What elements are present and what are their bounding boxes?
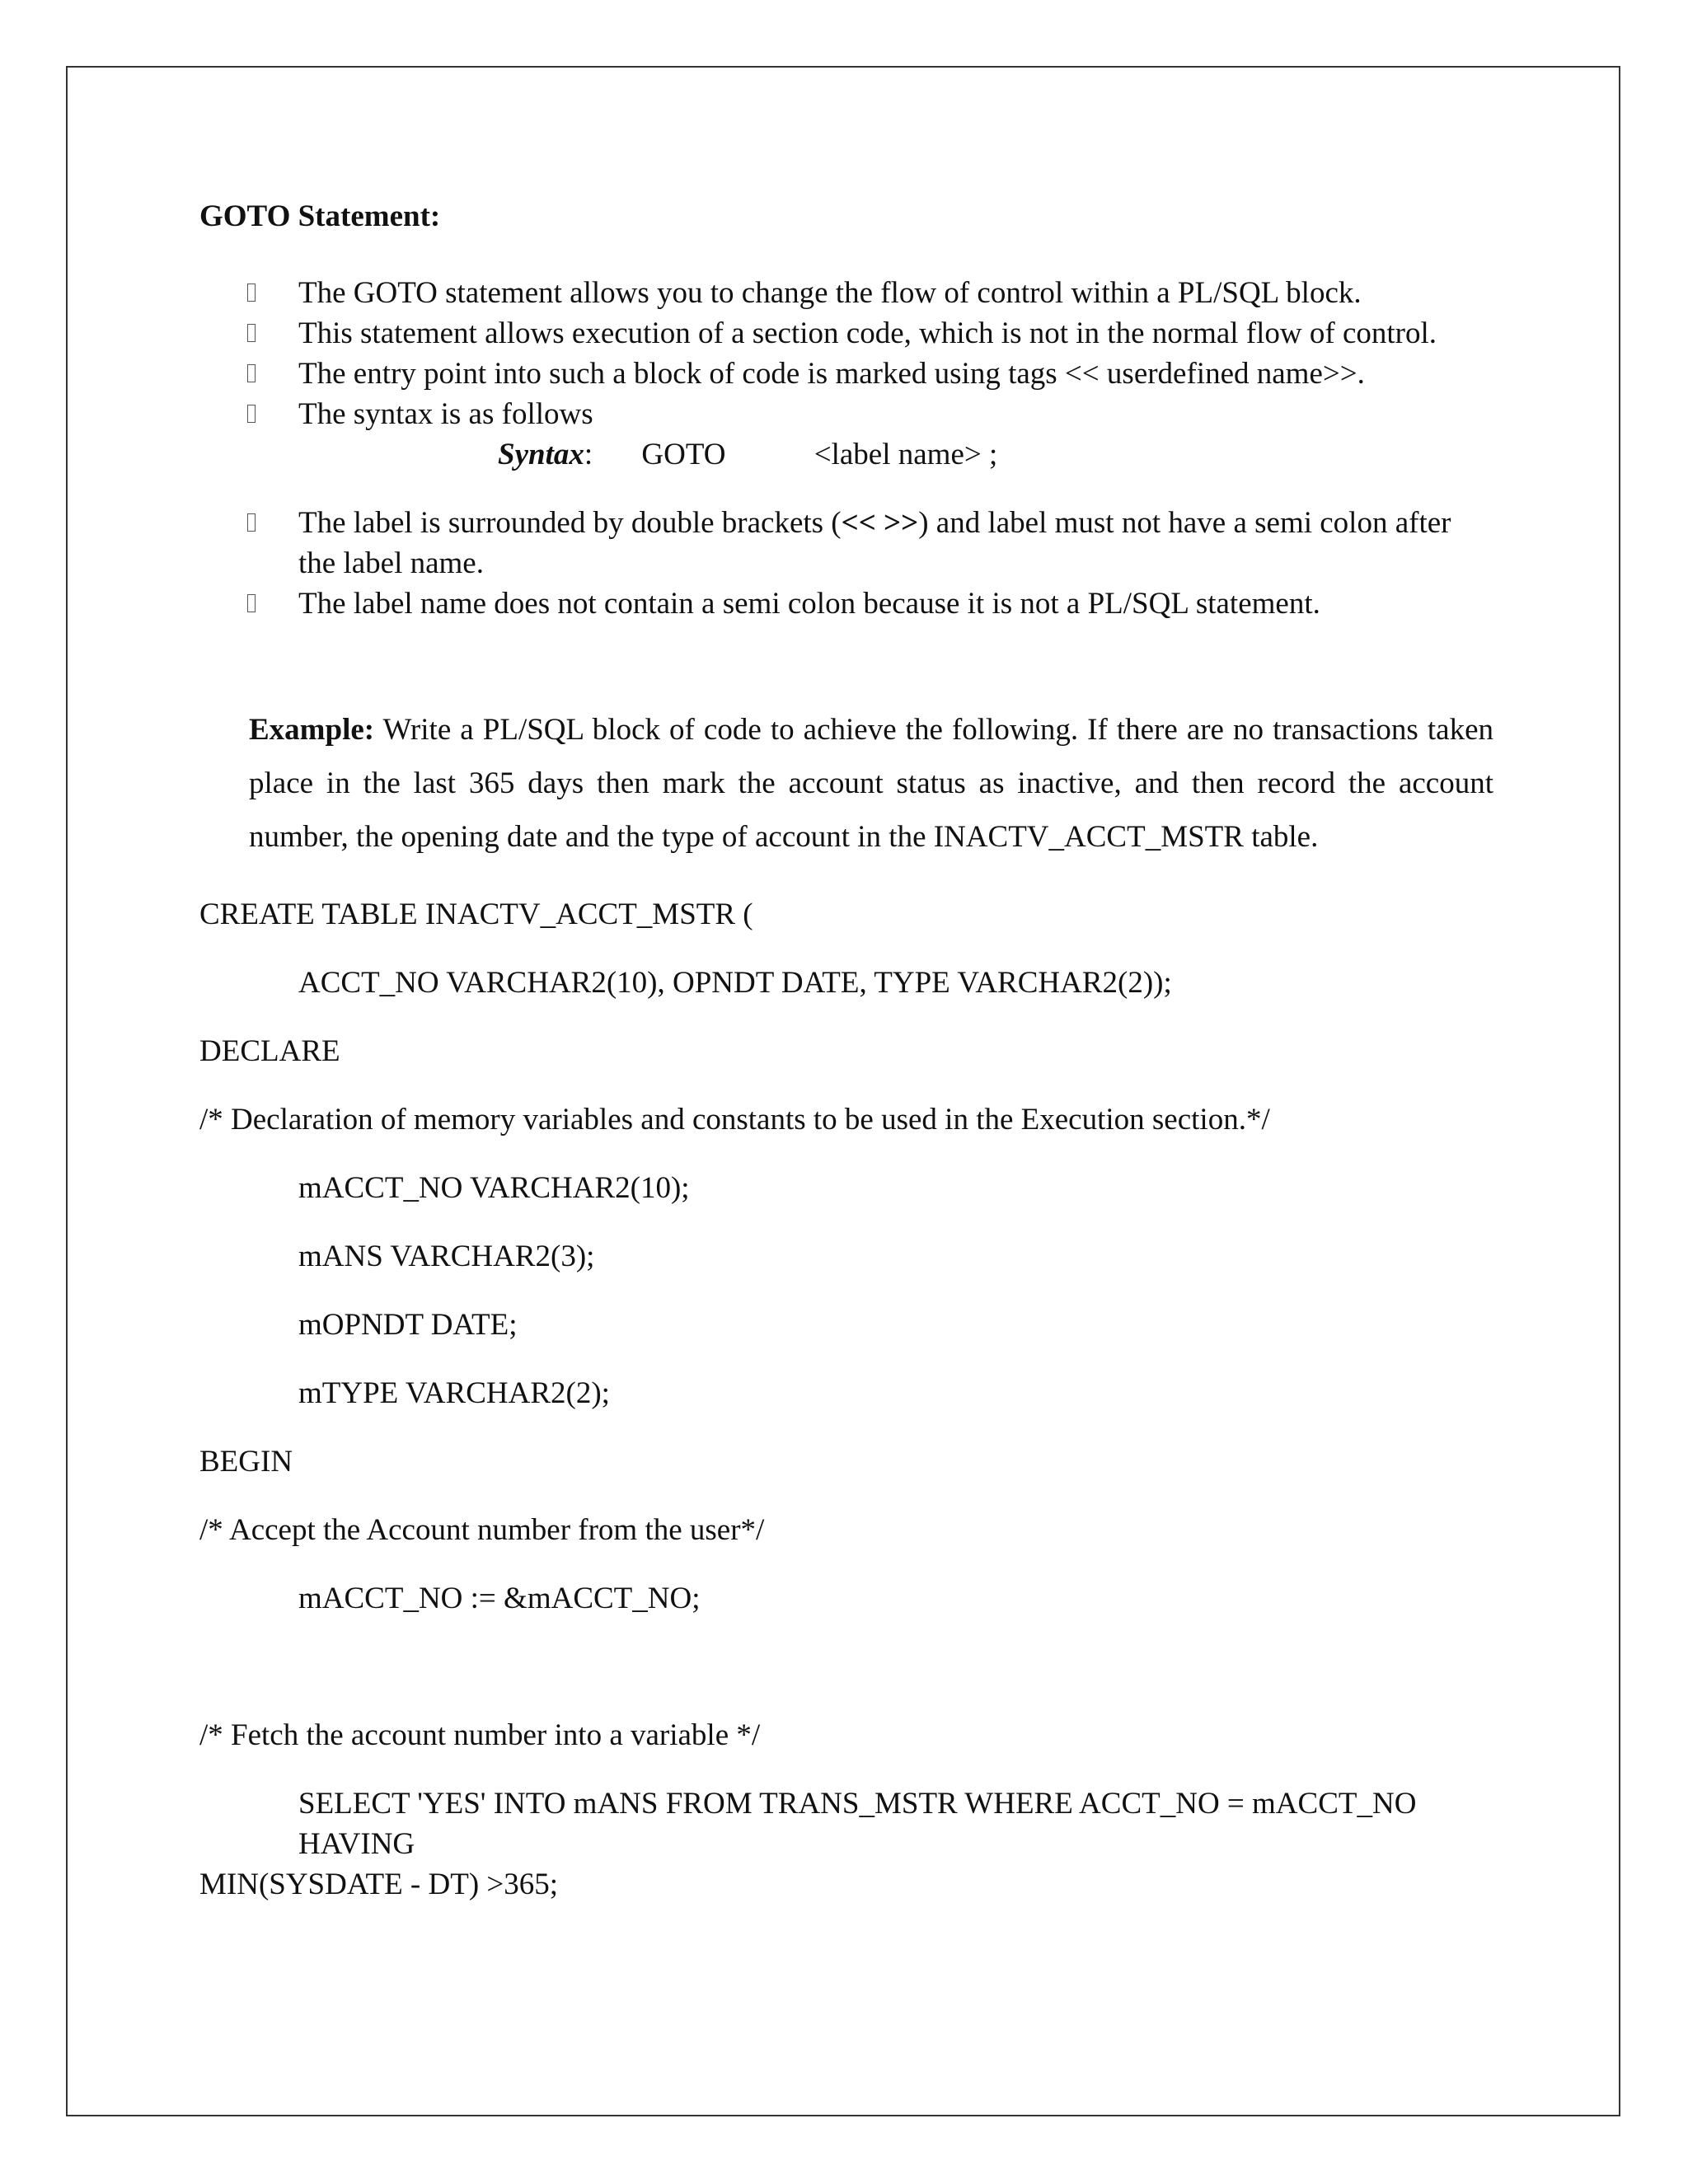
- code-line: MIN(SYSDATE - DT) >365;: [199, 1868, 559, 1901]
- list-item: The syntax is as follows: [298, 394, 1493, 434]
- syntax-goto: GOTO: [641, 438, 726, 471]
- code-line: SELECT 'YES' INTO mANS FROM TRANS_MSTR WHERE ACCT_NO = mACCT_NO HAVING: [298, 1787, 1417, 1861]
- code-block: [199, 880, 1493, 1905]
- code-line: /* Declaration of memory variables and constants to be used in the Execution section.*/: [199, 1103, 1270, 1137]
- code-line: mTYPE VARCHAR2(2);: [298, 1376, 610, 1410]
- code-line: mANS VARCHAR2(3);: [298, 1240, 595, 1273]
- bullet-icon: [247, 364, 256, 382]
- section-heading: GOTO Statement:: [199, 199, 441, 233]
- example-paragraph: [249, 703, 1493, 864]
- bullet-icon: [247, 324, 256, 342]
- bullet-icon: [247, 405, 256, 423]
- code-line: /* Fetch the account number into a variable */: [199, 1718, 761, 1752]
- code-line: CREATE TABLE INACTV_ACCT_MSTR (: [199, 898, 753, 931]
- bullet-icon: [247, 513, 256, 532]
- list-item: The label is surrounded by double brackets (<< >>) and label must not have a semi colon after the label name.: [298, 503, 1493, 583]
- code-line: DECLARE: [199, 1034, 340, 1068]
- list-item: The entry point into such a block of code is marked using tags << userdefined name>>.: [298, 354, 1493, 394]
- syntax-keyword: Syntax: [498, 438, 584, 471]
- code-line: BEGIN: [199, 1445, 293, 1479]
- code-line: mACCT_NO := &mACCT_NO;: [298, 1582, 701, 1615]
- bullet-icon: [247, 594, 256, 612]
- syntax-line: Syntax: GOTO <label name> ;: [199, 434, 1493, 475]
- list-item: This statement allows execution of a section code, which is not in the normal flow of control.: [298, 313, 1493, 354]
- bullet-icon: [247, 284, 256, 302]
- bullet-list: [199, 273, 1493, 434]
- document-body: [199, 196, 1493, 1905]
- list-item: The label name does not contain a semi colon because it is not a PL/SQL statement.: [298, 583, 1493, 624]
- example-label: Example:: [249, 713, 375, 747]
- syntax-label: <label name> ;: [814, 438, 998, 471]
- code-line: ACCT_NO VARCHAR2(10), OPNDT DATE, TYPE VARCHAR2(2));: [298, 966, 1172, 1000]
- code-line: /* Accept the Account number from the user*/: [199, 1513, 765, 1547]
- code-line: mACCT_NO VARCHAR2(10);: [298, 1171, 690, 1205]
- bullet-list-2: [199, 503, 1493, 624]
- example-text: Write a PL/SQL block of code to achieve the following. If there are no transactions taken place in the last 365 days then mark the account status as inactive, and then record the account number, the opening date and the type of account in the INACTV_ACCT_MSTR table.: [249, 713, 1493, 854]
- code-line: mOPNDT DATE;: [298, 1308, 518, 1342]
- list-item: The GOTO statement allows you to change the flow of control within a PL/SQL block.: [298, 273, 1493, 313]
